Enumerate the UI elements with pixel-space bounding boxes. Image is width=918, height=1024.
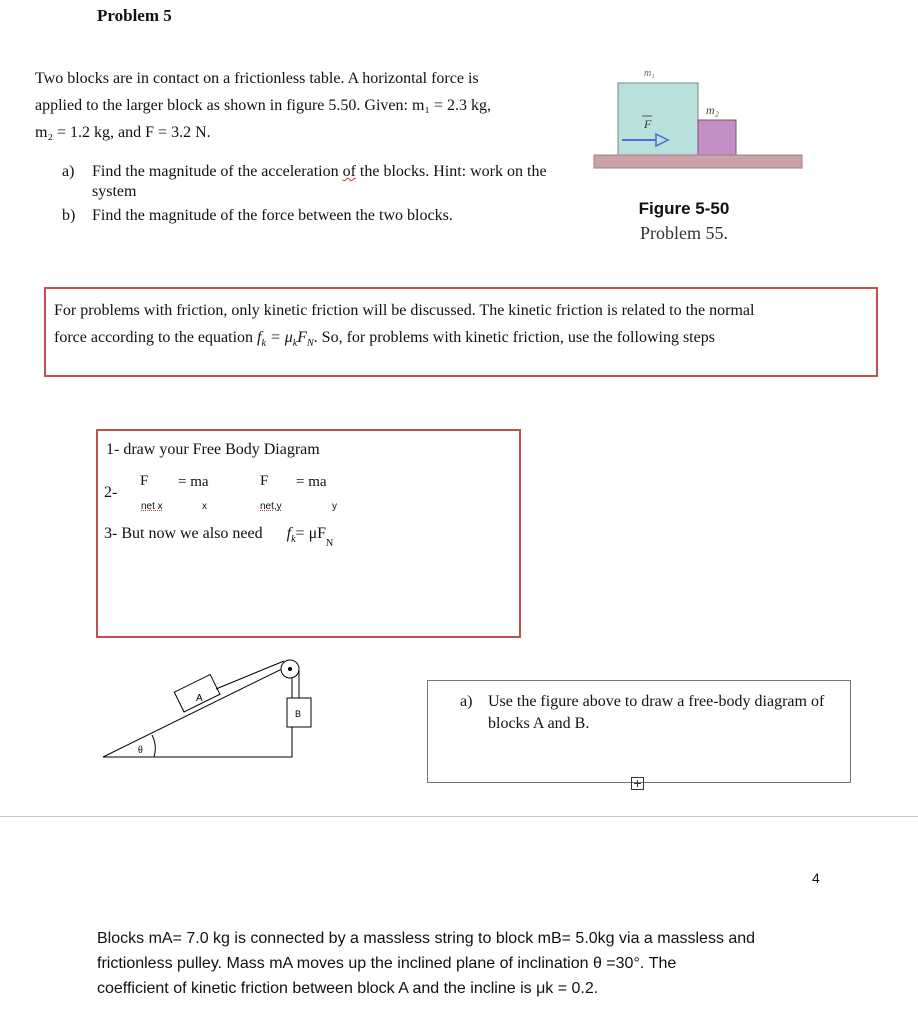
friction-line-2: [54, 324, 868, 357]
question-a-label: a): [62, 163, 75, 180]
step2-sub-netx: net x: [141, 501, 163, 512]
problem-title: Problem 5: [97, 6, 172, 25]
page-divider: [0, 816, 918, 817]
question-a-text-pre: Find the magnitude of the acceleration: [92, 163, 343, 180]
figure-caption: [600, 198, 768, 246]
eq-k: k: [261, 338, 266, 350]
figure-caption-title: Figure 5-50: [638, 199, 730, 218]
steps-box: [96, 429, 521, 638]
friction-equation: [257, 329, 314, 350]
step-3-n: N: [326, 538, 334, 549]
step2-ma2: = ma: [296, 474, 327, 490]
step2-sub-nety: net,y: [260, 501, 282, 512]
step-3-eq: = μF: [295, 525, 327, 542]
force-label: F: [644, 117, 652, 131]
intro-line-2: applied to the larger block as shown in figure 5.50. Given: m₁ = 2.3 kg,: [35, 97, 491, 114]
bottom-line-1: Blocks mA= 7.0 kg is connected by a massless string to block mB= 5.0kg via a massless and: [97, 930, 756, 947]
intro-line-1: Two blocks are in contact on a frictionless table. A horizontal force is: [35, 70, 479, 87]
step-3-f: f: [286, 525, 292, 542]
friction-note-box: [44, 287, 878, 377]
block-a-label: A: [196, 693, 203, 704]
plus-icon: [632, 778, 643, 789]
intro-line-3: m₂ = 1.2 kg, and F = 3.2 N.: [35, 124, 211, 141]
bottom-line-2: frictionless pulley. Mass mA moves up the inclined plane of inclination θ =30°. The: [97, 955, 677, 972]
step-3: [104, 525, 333, 549]
question-b: [62, 206, 587, 226]
expand-icon[interactable]: [631, 777, 644, 790]
figure-caption-sub: Problem 55.: [640, 223, 728, 243]
eq-f: f: [257, 329, 262, 346]
step2-f2: F: [260, 473, 269, 489]
question-a-text-post: the blocks. Hint: work on the system: [92, 163, 547, 200]
question-a: [62, 162, 587, 202]
friction-text-post: . So, for problems with kinetic friction, use the following steps: [313, 329, 715, 346]
step-3-k: k: [291, 534, 296, 546]
question-box-item: [460, 691, 828, 735]
question-box-text: Use the figure above to draw a free-body diagram of blocks A and B.: [488, 693, 825, 732]
m2-label: m₂: [706, 103, 719, 117]
step-3-text: 3- But now we also need: [104, 525, 263, 542]
step2-ma1: = ma: [178, 474, 209, 490]
angle-arc: [152, 735, 155, 757]
block-m2: [698, 120, 736, 155]
figure-5-50: [592, 58, 804, 173]
question-list: [62, 162, 587, 230]
question-box[interactable]: [427, 680, 851, 783]
question-a-text: [92, 162, 587, 202]
intro-paragraph: [35, 65, 580, 146]
question-b-label: b): [62, 207, 76, 224]
friction-text-pre: force according to the equation: [54, 329, 258, 346]
eq-mu: = μ: [265, 329, 293, 346]
question-box-label: a): [460, 693, 473, 710]
step2-sub-y: y: [332, 501, 337, 512]
step2-sub-x: x: [202, 501, 207, 512]
step-2-number: 2-: [104, 484, 118, 501]
table-surface: [594, 155, 802, 168]
block-b-label: B: [295, 709, 302, 719]
eq-F: F: [297, 329, 307, 346]
question-b-text: Find the magnitude of the force between the two blocks.: [92, 207, 453, 224]
page-number: 4: [812, 870, 820, 886]
angle-label: θ: [138, 745, 143, 756]
bottom-line-3: coefficient of kinetic friction between block A and the incline is μk = 0.2.: [97, 980, 599, 997]
eq-k2: k: [292, 338, 298, 350]
bottom-paragraph: [97, 926, 827, 1001]
incline-triangle: [103, 664, 292, 757]
pulley-axle: [288, 667, 292, 671]
eq-N: N: [307, 338, 314, 350]
m1-label: m₁: [644, 68, 655, 79]
spellcheck-word[interactable]: of: [342, 163, 356, 180]
step-1: 1- draw your Free Body Diagram: [106, 441, 320, 458]
incline-pulley-figure: [98, 655, 328, 765]
friction-line-1: For problems with friction, only kinetic friction will be discussed. The kinetic friction is related to the normal: [54, 302, 755, 319]
step2-f1: F: [140, 473, 149, 489]
